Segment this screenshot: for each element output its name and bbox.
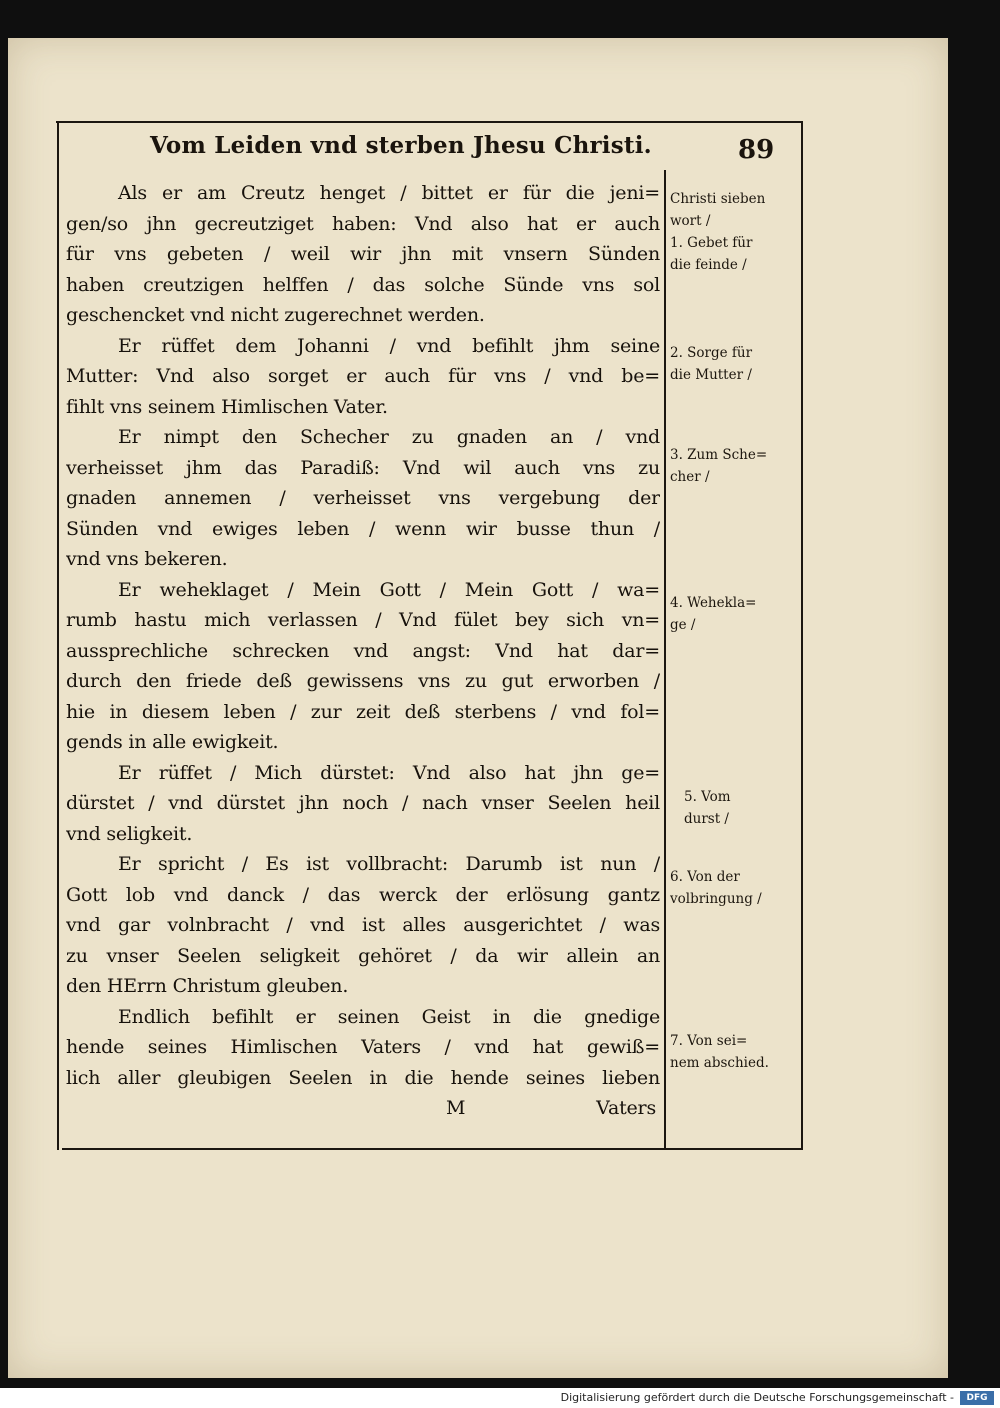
text-line: Mutter: Vnd also sorget er auch für vns / vnd be= <box>66 365 660 387</box>
catchword: Vaters <box>596 1097 656 1119</box>
text-line: Gott lob vnd danck / das werck der erlösung gantz <box>66 883 660 906</box>
frame-rule-top <box>56 121 802 123</box>
text-line: gnaden annemen / verheisset vns vergebung der <box>66 487 660 509</box>
text-line: Er weheklaget / Mein Gott / Mein Gott / wa= <box>118 578 660 601</box>
text-line: geschencket vnd nicht zugerechnet werden. <box>66 304 485 326</box>
text-line: Sünden vnd ewiges leben / wenn wir busse thun / <box>66 517 660 540</box>
text-line: hende seines Himlischen Vaters / vnd hat gewiß= <box>66 1036 660 1058</box>
text-line: gends in alle ewigkeit. <box>66 731 279 753</box>
text-line: Er nimpt den Schecher zu gnaden an / vnd <box>118 426 660 448</box>
frame-rule-left <box>57 121 59 1150</box>
dfg-logo-icon: DFG <box>960 1391 994 1405</box>
text-line: Er rüffet / Mich dürstet: Vnd also hat jhn ge= <box>118 761 660 784</box>
margin-note-6: 6. Von der volbringung / <box>670 869 762 907</box>
text-line: vnd vns bekeren. <box>66 548 228 570</box>
margin-column-rule <box>664 170 666 1148</box>
margin-note-5: 5. Vom durst / <box>684 789 731 827</box>
text-line: durch den friede deß gewissens vns zu gut erworben / <box>66 670 660 692</box>
text-line: rumb hastu mich verlassen / Vnd fület bey sich vn= <box>66 609 660 631</box>
text-line: Endlich befihlt er seinen Geist in die gnedige <box>118 1005 660 1028</box>
text-line: aussprechliche schrecken vnd angst: Vnd hat dar= <box>66 639 660 662</box>
text-line: Er spricht / Es ist vollbracht: Darumb ist nun / <box>118 853 660 875</box>
text-line: haben creutzigen helffen / das solche Sünde vns sol <box>66 273 660 296</box>
margin-note-3: 3. Zum Sche= cher / <box>670 447 768 485</box>
margin-note-7: 7. Von sei= nem abschied. <box>670 1033 769 1071</box>
text-line: dürstet / vnd dürstet jhn noch / nach vnser Seelen heil <box>66 792 660 814</box>
text-line: zu vnser Seelen seligkeit gehöret / da wir allein an <box>66 944 660 967</box>
margin-note-1: Christi sieben wort / 1. Gebet für die feinde / <box>670 191 766 273</box>
text-line: für vns gebeten / weil wir jhn mit vnsern Sünden <box>66 243 660 265</box>
text-line: Er rüffet dem Johanni / vnd befihlt jhm seine <box>118 334 660 357</box>
digitization-credit: Digitalisierung gefördert durch die Deutsche Forschungsgemeinschaft - <box>560 1391 954 1404</box>
frame-rule-right <box>801 121 803 1150</box>
main-text-column <box>66 178 660 1124</box>
text-line: Als er am Creutz henget / bittet er für die jeni= <box>118 182 660 204</box>
text-line: hie in diesem leben / zur zeit deß sterbens / vnd fol= <box>66 700 660 723</box>
frame-rule-bottom <box>62 1148 802 1150</box>
margin-note-2: 2. Sorge für die Mutter / <box>670 345 753 383</box>
catchline <box>66 1093 660 1124</box>
running-head: Vom Leiden vnd sterben Jhesu Christi. <box>150 132 652 159</box>
signature-mark: M <box>446 1097 466 1119</box>
margin-note-4: 4. Weheklа= ge / <box>670 595 757 633</box>
text-line: vnd seligkeit. <box>66 822 193 845</box>
text-line: lich aller gleubigen Seelen in die hende seines lieben <box>66 1066 660 1089</box>
text-line: fihlt vns seinem Himlischen Vater. <box>66 395 388 418</box>
text-line: gen/so jhn gecreutziget haben: Vnd also hat er auch <box>66 212 660 235</box>
text-line: vnd gar volnbracht / vnd ist alles ausgerichtet / was <box>66 914 660 936</box>
footer-bar <box>0 1388 1000 1408</box>
text-line: den HErrn Christum gleuben. <box>66 975 349 997</box>
page-number: 89 <box>738 135 775 165</box>
text-line: verheisset jhm das Paradiß: Vnd wil auch vns zu <box>66 456 660 479</box>
